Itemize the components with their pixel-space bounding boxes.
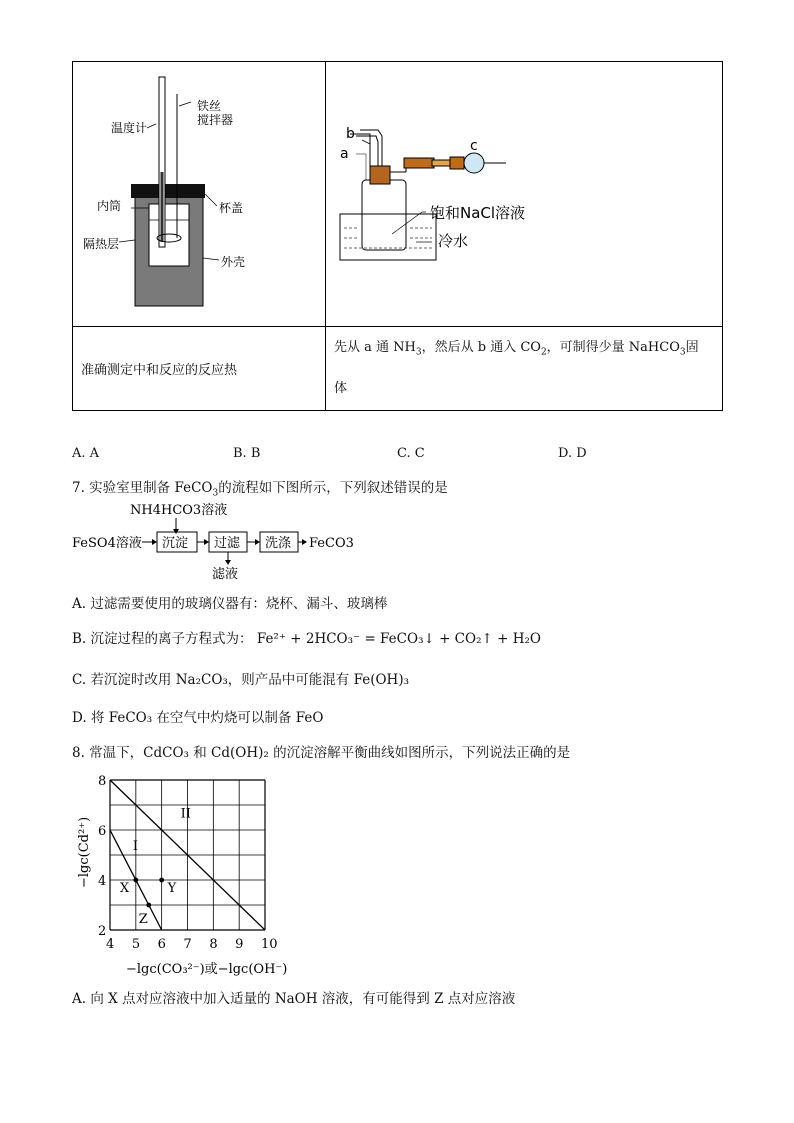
q7-option-b-equation: Fe²⁺ + 2HCO₃⁻ = FeCO₃↓ + CO₂↑ + H₂O — [256, 631, 541, 647]
label-lid: 杯盖 — [219, 201, 244, 215]
q7-option-c[interactable]: C. 若沉淀时改用 Na₂CO₃，则产品中可能混有 Fe(OH)₃ — [72, 672, 409, 688]
label-thermometer: 温度计 — [111, 121, 148, 135]
question-6-table — [72, 61, 723, 411]
x-tick-label: 7 — [183, 937, 192, 952]
label-a: a — [340, 146, 349, 162]
nahco3-apparatus-cell — [326, 62, 723, 327]
series-label-I: I — [132, 839, 139, 854]
y-tick-label: 8 — [98, 774, 107, 789]
solubility-chart — [70, 770, 290, 980]
q7-flowchart — [72, 500, 372, 584]
x-tick-label: 10 — [261, 937, 278, 952]
q7-option-d[interactable]: D. 将 FeCO₃ 在空气中灼烧可以制备 FeO — [72, 710, 324, 726]
q6-option-d[interactable]: D. D — [558, 446, 587, 461]
label-shell: 外壳 — [221, 255, 246, 269]
calorimeter-cell — [73, 62, 326, 327]
point-label-Y: Y — [167, 881, 177, 896]
q6-option-b[interactable]: B. B — [233, 446, 261, 461]
label-cold-water: 冷水 — [438, 232, 469, 250]
x-tick-label: 6 — [157, 937, 166, 952]
q8-stem: 8. 常温下，CdCO₃ 和 Cd(OH)₂ 的沉淀溶解平衡曲线如图所示，下列说法正确的是 — [72, 745, 571, 761]
x-tick-label: 4 — [106, 937, 115, 952]
option-b-caption: 先从 a 通 $NH_3$，然后从 b 通入 $CO_2$，可制得少量 NaHCO$_3$固 体 — [326, 327, 723, 411]
flow-step-wash: 洗涤 — [265, 536, 292, 551]
label-nacl-solution: 饱和NaCl溶液 — [430, 204, 526, 222]
flow-step-precipitate: 沉淀 — [162, 536, 189, 551]
q7-stem: 7. 实验室里制备 FeCO$_3$的流程如下图所示，下列叙述错误的是 — [72, 480, 448, 499]
q6-option-a[interactable]: A. A — [72, 446, 100, 461]
flow-product: FeCO3 — [309, 536, 354, 551]
q6-option-c[interactable]: C. C — [397, 446, 425, 461]
label-c: c — [470, 138, 478, 154]
flow-filtrate: 滤液 — [212, 567, 239, 582]
q8-option-a[interactable]: A. 向 X 点对应溶液中加入适量的 NaOH 溶液，有可能得到 Z 点对应溶液 — [72, 991, 516, 1007]
label-wire: 铁丝 — [197, 99, 222, 113]
x-tick-label: 9 — [235, 937, 244, 952]
x-tick-label: 8 — [209, 937, 218, 952]
nahco3-apparatus-figure — [326, 62, 722, 322]
x-tick-label: 5 — [131, 937, 141, 952]
point-X — [133, 878, 138, 883]
point-label-Z: Z — [138, 912, 148, 927]
flow-reagent: NH4HCO3溶液 — [130, 503, 228, 518]
flow-start: FeSO4溶液 — [72, 536, 142, 551]
chart-ylabel: −lgc(Cd²⁺) — [77, 816, 92, 888]
calorimeter-figure — [73, 62, 325, 322]
q7-option-a[interactable]: A. 过滤需要使用的玻璃仪器有：烧杯、漏斗、玻璃棒 — [72, 596, 388, 612]
flow-step-filter: 过滤 — [214, 536, 241, 551]
y-tick-label: 4 — [98, 874, 107, 889]
point-Z — [146, 903, 151, 908]
label-insulation: 隔热层 — [83, 237, 120, 251]
y-tick-label: 2 — [98, 924, 107, 939]
option-a-caption: 准确测定中和反应的反应热 — [73, 327, 326, 411]
y-tick-label: 6 — [98, 824, 107, 839]
q7-option-b[interactable]: B. 沉淀过程的离子方程式为： Fe²⁺ + 2HCO₃⁻ = FeCO₃↓ + CO₂↑ + H₂O — [72, 631, 541, 647]
point-Y — [159, 878, 164, 883]
chart-xlabel: −lgc(CO₃²⁻)或−lgc(OH⁻) — [126, 962, 288, 977]
label-stirrer: 搅拌器 — [197, 113, 234, 127]
point-label-X: X — [119, 881, 130, 896]
series-label-II: II — [180, 806, 191, 822]
label-b: b — [346, 126, 355, 142]
label-inner-cylinder: 内筒 — [97, 199, 122, 213]
